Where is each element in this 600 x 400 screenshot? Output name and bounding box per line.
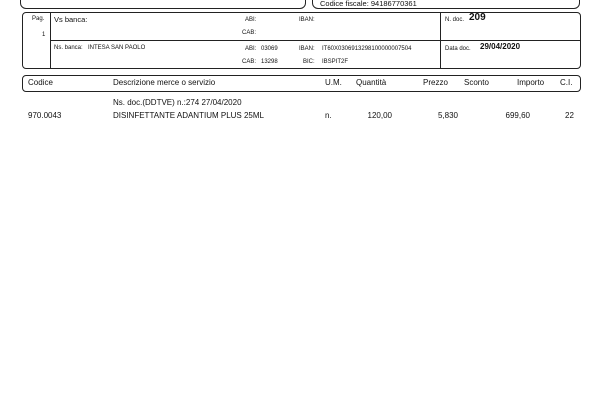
vs-abi-label: ABI: [245,17,257,23]
data-doc-value: 29/04/2020 [480,42,521,51]
ns-bic-value: IBSPIT2F [322,59,349,65]
row-prezzo: 5,830 [437,111,458,120]
col-header-quantita: Quantità [356,78,387,87]
ns-cab-value: 13298 [261,59,278,65]
codice-fiscale-label: Codice fiscale: [320,0,369,8]
row-quantita: 120,00 [367,111,392,120]
ns-cab-label: CAB: [242,59,257,65]
row-um: n. [325,111,332,120]
table-header-bar [22,75,581,92]
ns-abi-value: 03069 [261,46,278,52]
vs-cab-label: CAB: [242,30,257,36]
vs-iban-label: IBAN: [299,17,315,23]
codice-fiscale-value: 94186770361 [370,0,417,8]
row-ci: 22 [565,111,574,120]
pag-value: 1 [42,32,46,38]
col-header-importo: Importo [517,78,545,87]
codice-fiscale [320,0,417,8]
row-descrizione: DISINFETTANTE ADANTIUM PLUS 25ML [113,111,264,120]
n-doc-label: N. doc. [445,17,465,23]
ns-iban-label: IBAN: [299,46,315,52]
vs-banca-label: Vs banca: [54,15,88,24]
col-header-um: U.M. [325,78,342,87]
ns-banca-label: Ns. banca: [54,45,83,51]
pag-label: Pag. [32,16,45,22]
row-codice: 970.0043 [28,111,62,120]
document-reference: Ns. doc.(DDTVE) n.:274 27/04/2020 [113,98,242,107]
col-header-ci: C.I. [560,78,573,87]
row-importo: 699,60 [505,111,530,120]
ns-iban-value: IT60X0306913298100000007504 [322,46,412,52]
ns-banca-value: INTESA SAN PAOLO [88,45,146,51]
col-header-sconto: Sconto [464,78,489,87]
n-doc-value: 209 [469,12,486,23]
data-doc-label: Data doc. [445,46,471,52]
doc-column-divider [440,12,441,69]
top-left-box [20,0,306,9]
ns-bic-label: BIC: [303,59,315,65]
col-header-descrizione: Descrizione merce o servizio [113,78,216,87]
ns-abi-label: ABI: [245,46,257,52]
col-header-prezzo: Prezzo [423,78,448,87]
bank-horizontal-divider [50,40,581,41]
col-header-codice: Codice [28,78,53,87]
